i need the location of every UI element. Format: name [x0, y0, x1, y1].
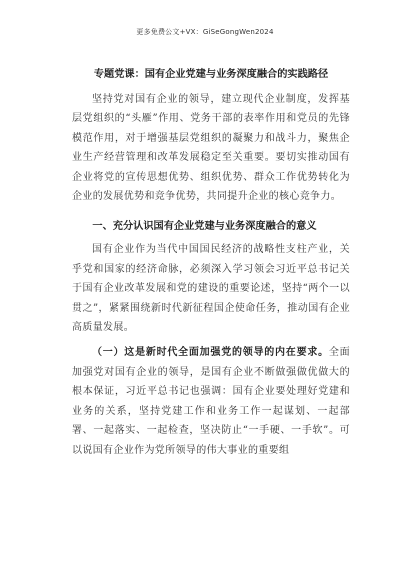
document-body: [72, 66, 350, 460]
header-watermark-note: 更多免费公文+VX：GiSeGongWen2024: [136, 28, 274, 36]
subsection1-body: 全面加强党对国有企业的领导，是国有企业不断做强做优做大的根本保证，习近平总书记也强调：国有企业要处理好党建和业务的关系，坚持党建工作和业务工作一起谋划、一起部署、一起落实、一起检查，坚决防止“一手硬、一手软”。可以说国有企业作为党所领导的伟大事业的重要组: [72, 347, 351, 456]
section1-paragraph: 国有企业作为当代中国国民经济的战略性支柱产业，关乎党和国家的经济命脉，必须深入学习领会习近平总书记关于国有企业改革发展和党的建设的重要论述，坚持“两个一以贯之”，紧紧围绕新时代新征程国企使命任务，推动国有企业高质量发展。: [72, 244, 350, 334]
subsection1-paragraph: [72, 343, 350, 459]
document-title: 专题党课：国有企业党建与业务深度融合的实践路径: [93, 68, 329, 80]
spacer: [72, 206, 350, 212]
subsection1-lead: （一）这是新时代全面加强党的领导的内在要求。: [92, 347, 329, 359]
intro-paragraph: 坚持党对国有企业的领导，建立现代企业制度，发挥基层党组织的“头雁”作用、党务干部的表率作用和党员的先锋模范作用，对于增强基层党组织的凝聚力和战斗力，聚焦企业生产经营管理和改革发展稳定至关重要。要切实推动国有企业将党的宣传思想优势、组织优势、群众工作优势转化为企业的发展优势和竞争优势，共同提升企业的核心竞争力。: [72, 94, 350, 203]
section-heading-1: 一、充分认识国有企业党建与业务深度融合的意义: [92, 220, 317, 233]
